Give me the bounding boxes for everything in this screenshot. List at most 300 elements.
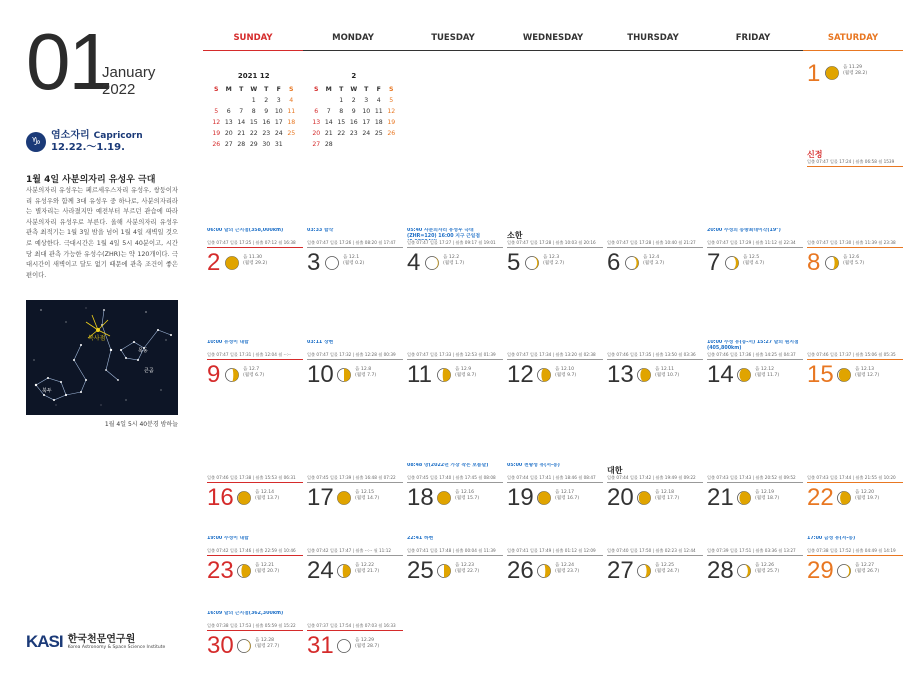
sky-chart-image	[26, 300, 178, 415]
lunar-day: 음 12.6	[843, 255, 860, 260]
mini-calendar-day: 5	[389, 97, 394, 104]
sky-label-2: 북두	[42, 388, 52, 394]
moon-phase-icon	[237, 564, 251, 578]
sun-moon-times: 일출 07:43 일몰 17:44 | 월출 21:55 월 10:20	[807, 475, 903, 483]
moon-wrap	[537, 490, 551, 509]
lunar-day: 음 11.30	[243, 255, 263, 260]
moon-phase-icon	[425, 256, 439, 270]
moon-age: (월령 28.7)	[355, 644, 380, 649]
day-cell	[807, 51, 903, 169]
weekday-tuesday: TUESDAY	[403, 33, 503, 51]
moon-age: (월령 11.7)	[755, 373, 780, 378]
mini-calendar-day: T	[264, 86, 269, 93]
moon-phase-icon	[337, 368, 351, 382]
event-text: 06:00 달의 근지점(358,000km)	[207, 228, 284, 233]
capricorn-icon: ♑	[26, 132, 46, 152]
event-text: 16:09 달의 근지점(362,300km)	[207, 611, 284, 616]
day-cell	[707, 278, 803, 390]
moon-wrap	[225, 255, 239, 274]
moon-age: (월령 1.7)	[443, 261, 465, 266]
mini-calendar-day: S	[314, 86, 319, 93]
mini-calendar-day: 17	[362, 119, 371, 126]
moon-phase-icon	[237, 491, 251, 505]
day-number: 18	[407, 484, 434, 511]
mini-calendar-next	[310, 72, 398, 150]
moon-phase-icon	[437, 564, 451, 578]
day-cell	[207, 278, 303, 390]
day-number: 26	[507, 557, 534, 584]
moon-wrap	[637, 367, 651, 386]
moon-age: (월령 27.7)	[255, 644, 280, 649]
moon-age: (월령 0.2)	[343, 261, 365, 266]
mini-calendar-day: 1	[251, 97, 256, 104]
sun-moon-times: 일출 07:46 일몰 17:37 | 월출 15:06 월 05:35	[807, 352, 903, 360]
sun-moon-times: 일출 07:38 일몰 17:53 | 월출 05:59 월 15:22	[207, 623, 303, 631]
moon-phase-icon	[737, 368, 751, 382]
day-number: 2	[207, 249, 221, 276]
moon-phase-icon	[337, 564, 351, 578]
mini-calendar-day: 11	[287, 108, 296, 115]
mini-calendar-day: 10	[362, 108, 371, 115]
lunar-date	[443, 255, 464, 267]
moon-phase-icon	[337, 491, 351, 505]
lunar-date	[455, 490, 479, 502]
mini-calendar-day	[373, 139, 386, 150]
mini-calendar-day: 23	[262, 130, 271, 137]
lunar-day: 음 12.2	[443, 255, 460, 260]
lunar-date	[255, 563, 279, 575]
mini-calendar-day: 22	[249, 130, 258, 137]
mini-calendar-day: 13	[224, 119, 233, 126]
mini-calendar-day: 27	[224, 141, 233, 148]
moon-wrap	[237, 563, 251, 582]
weekday-thursday: THURSDAY	[603, 33, 703, 51]
lunar-date	[843, 65, 867, 77]
day-cell	[607, 513, 703, 586]
lunar-day: 음 12.25	[655, 563, 675, 568]
mini-calendar-day: 21	[324, 130, 333, 137]
sun-moon-times: 일출 07:47 일몰 17:30 | 월출 11:39 월 23:38	[807, 240, 903, 248]
year-text: 2022	[102, 81, 136, 98]
mini-calendar-day: M	[325, 86, 332, 93]
day-cell	[507, 390, 603, 513]
day-cell	[207, 586, 303, 661]
moon-age: (월령 3.7)	[643, 261, 665, 266]
moon-wrap	[537, 563, 551, 582]
lunar-day: 음 12.23	[455, 563, 475, 568]
lunar-date	[355, 367, 376, 379]
mini-calendar-day: W	[350, 86, 358, 93]
mini-calendar-day: 19	[212, 130, 221, 137]
lunar-date	[343, 255, 364, 267]
mini-calendar-day: 22	[337, 130, 346, 137]
weekday-saturday: SATURDAY	[803, 33, 903, 51]
lunar-date	[843, 255, 864, 267]
mini-calendar-day: S	[289, 86, 294, 93]
moon-age: (월령 29.2)	[243, 261, 268, 266]
sun-moon-times: 일출 07:38 일몰 17:52 | 월출 04:49 월 14:19	[807, 548, 903, 556]
lunar-day: 음 12.22	[355, 563, 375, 568]
mini-calendar-day: 26	[212, 141, 221, 148]
weekday-wednesday: WEDNESDAY	[503, 33, 603, 51]
moon-wrap	[525, 255, 539, 274]
lunar-day: 음 12.19	[755, 490, 775, 495]
event-text: 10:00 수성 유(동-서) 15:27 달의 원지점(405,800km)	[707, 340, 799, 351]
day-cell	[507, 168, 603, 278]
lunar-day: 음 12.14	[255, 490, 275, 495]
sun-moon-times: 일출 07:44 일몰 17:42 | 월출 19:49 월 09:22	[607, 475, 703, 483]
mini-calendar-day: 8	[251, 108, 256, 115]
moon-age: (월령 10.7)	[655, 373, 680, 378]
day-number: 28	[707, 557, 734, 584]
moon-phase-icon	[737, 491, 751, 505]
moon-wrap	[825, 65, 839, 84]
day-cell	[407, 390, 503, 513]
mini-calendar-day: 4	[289, 97, 294, 104]
mini-calendar-day: 20	[312, 130, 321, 137]
day-number: 20	[607, 484, 634, 511]
day-number: 1	[807, 60, 821, 87]
lunar-date	[355, 638, 379, 650]
sun-moon-times: 일출 07:39 일몰 17:51 | 월출 03:36 월 13:27	[707, 548, 803, 556]
moon-phase-icon	[725, 256, 739, 270]
sky-label-3: 큰곰	[144, 368, 154, 374]
lunar-day: 음 12.9	[455, 367, 472, 372]
mini-calendar-row	[210, 95, 298, 106]
mini-calendar-day: T	[339, 86, 344, 93]
lunar-day: 음 12.3	[543, 255, 560, 260]
lunar-date	[255, 490, 279, 502]
moon-age: (월령 18.7)	[755, 496, 780, 501]
lunar-day: 음 12.8	[355, 367, 372, 372]
mini-calendar-day: 2	[264, 97, 269, 104]
mini-calendar-row	[210, 128, 298, 139]
mini-calendar-day	[348, 139, 361, 150]
mini-calendar-day: 18	[374, 119, 383, 126]
sun-moon-times: 일출 07:40 일몰 17:50 | 월출 02:23 월 12:44	[607, 548, 703, 556]
moon-phase-icon	[525, 256, 539, 270]
sun-moon-times: 일출 07:46 일몰 17:38 | 월출 15:53 월 06:31	[207, 475, 303, 483]
moon-age: (월령 9.7)	[555, 373, 577, 378]
sun-moon-times: 일출 07:43 일몰 17:43 | 월출 20:52 월 09:52	[707, 475, 803, 483]
mini-calendar-day	[323, 95, 336, 106]
moon-phase-icon	[437, 491, 451, 505]
event-text: 03:33 합삭	[307, 228, 334, 233]
lunar-day: 음 12.17	[555, 490, 575, 495]
day-cell	[807, 390, 903, 513]
lunar-day: 음 12.10	[555, 367, 575, 372]
mini-calendar-day: 7	[326, 108, 331, 115]
mini-calendar-day: 16	[349, 119, 358, 126]
moon-phase-icon	[625, 256, 639, 270]
mini-calendar-day: 20	[224, 130, 233, 137]
day-number: 5	[507, 249, 521, 276]
sun-moon-times: 일출 07:47 일몰 17:34 | 월출 13:20 월 02:38	[507, 352, 603, 360]
mini-calendar-row	[310, 106, 398, 117]
moon-wrap	[837, 367, 851, 386]
lunar-day: 음 12.4	[643, 255, 660, 260]
day-number: 13	[607, 361, 634, 388]
day-cell	[807, 513, 903, 586]
mini-calendar-day: 24	[274, 130, 283, 137]
mini-calendar-row	[310, 139, 398, 150]
mini-calendar-day	[223, 95, 236, 106]
mini-calendar-title: 2021 12	[237, 72, 270, 80]
mini-calendar-day: 16	[262, 119, 271, 126]
left-panel	[0, 0, 195, 675]
day-number: 7	[707, 249, 721, 276]
sky-chart-svg	[26, 300, 178, 415]
moon-wrap	[337, 367, 351, 386]
lunar-date	[355, 563, 379, 575]
moon-age: (월령 13.7)	[255, 496, 280, 501]
mini-calendar-day: 27	[312, 141, 321, 148]
mini-calendar-row	[310, 84, 398, 95]
day-cell	[707, 513, 803, 586]
lunar-day: 음 12.21	[255, 563, 275, 568]
event-text: 03:11 상현	[307, 340, 334, 345]
mini-calendar-row	[210, 84, 298, 95]
sun-moon-times: 일출 07:47 일몰 17:29 | 월출 11:12 월 22:34	[707, 240, 803, 248]
moon-wrap	[725, 255, 739, 274]
lunar-day: 음 12.13	[855, 367, 875, 372]
sun-moon-times: 일출 07:41 일몰 17:49 | 월출 01:12 월 12:09	[507, 548, 603, 556]
day-cell	[707, 390, 803, 513]
event-text: 05:00 천왕성 유(서-동)	[507, 463, 560, 468]
sun-moon-times: 일출 07:47 일몰 17:31 | 월출 12:04 월 --:--	[207, 352, 303, 360]
day-number: 11	[407, 361, 432, 388]
mini-calendar-day: 24	[362, 130, 371, 137]
lunar-date	[543, 255, 564, 267]
lunar-day: 음 12.26	[755, 563, 775, 568]
lunar-day: 음 11.29	[843, 65, 863, 70]
event-text: 20:00 수성의 동방최대이각(19°)	[707, 228, 781, 233]
mini-calendar-day: S	[214, 86, 219, 93]
moon-wrap	[437, 367, 451, 386]
lunar-day: 음 12.15	[355, 490, 375, 495]
day-number: 8	[807, 249, 821, 276]
day-cell	[307, 278, 403, 390]
mini-calendar-day: 26	[387, 130, 396, 137]
article-title: 1월 4일 사분의자리 유성우 극대	[26, 175, 156, 185]
lunar-day: 음 12.7	[243, 367, 260, 372]
mini-calendar-day: 9	[351, 108, 356, 115]
lunar-date	[555, 490, 579, 502]
moon-wrap	[637, 563, 651, 582]
day-number: 24	[307, 557, 334, 584]
moon-age: (월령 23.7)	[555, 569, 580, 574]
mini-calendar-day: 25	[374, 130, 383, 137]
moon-wrap	[737, 367, 751, 386]
lunar-day: 음 12.29	[355, 638, 375, 643]
day-cell	[407, 278, 503, 390]
moon-age: (월령 14.7)	[355, 496, 380, 501]
mini-calendar-day: 5	[214, 108, 219, 115]
moon-wrap	[237, 490, 251, 509]
mini-calendar-day: 15	[337, 119, 346, 126]
lunar-date	[755, 367, 779, 379]
logo-name: 한국천문연구원	[67, 633, 136, 645]
mini-calendar-day	[285, 139, 298, 150]
lunar-date	[655, 563, 679, 575]
mini-calendar-day	[210, 95, 223, 106]
mini-calendar-row	[210, 117, 298, 128]
moon-wrap	[237, 638, 251, 657]
moon-age: (월령 6.7)	[243, 373, 265, 378]
mini-calendar-day	[385, 139, 398, 150]
day-cell	[607, 278, 703, 390]
mini-calendar-day: 17	[274, 119, 283, 126]
moon-wrap	[537, 367, 551, 386]
holiday-label: 소한	[507, 231, 523, 240]
mini-calendar-row	[310, 117, 398, 128]
moon-phase-icon	[237, 639, 251, 653]
moon-age: (월령 7.7)	[355, 373, 377, 378]
mini-calendar-day: 3	[364, 97, 369, 104]
mini-calendar-day: 21	[237, 130, 246, 137]
holiday-label: 신정	[807, 150, 823, 159]
lunar-date	[555, 367, 576, 379]
mini-calendar-day: 31	[274, 141, 283, 148]
mini-calendar-day: 28	[324, 141, 333, 148]
lunar-date	[855, 367, 879, 379]
lunar-day: 음 12.18	[655, 490, 675, 495]
lunar-date	[355, 490, 379, 502]
moon-phase-icon	[825, 66, 839, 80]
moon-phase-icon	[337, 639, 351, 653]
mini-calendar-day	[235, 95, 248, 106]
mini-calendar-row	[310, 128, 398, 139]
moon-phase-icon	[225, 256, 239, 270]
sun-moon-times: 일출 07:47 일몰 17:24 | 월출 06:58 월 1539	[807, 159, 903, 167]
moon-wrap	[437, 490, 451, 509]
sun-moon-times: 일출 07:47 일몰 17:28 | 월출 10:40 월 21:27	[607, 240, 703, 248]
sun-moon-times: 일출 07:42 일몰 17:47 | 월출 --:-- 월 11:12	[307, 548, 403, 556]
day-number: 19	[507, 484, 534, 511]
event-text: 22:41 하현	[407, 536, 434, 541]
sun-moon-times: 일출 07:45 일몰 17:40 | 월출 17:45 월 08:08	[407, 475, 503, 483]
logo-sub: Korea Astronomy & Space Science Institute	[67, 644, 166, 650]
day-number: 23	[207, 557, 234, 584]
moon-age: (월령 12.7)	[855, 373, 880, 378]
lunar-date	[255, 638, 279, 650]
mini-calendar-day: 2	[351, 97, 356, 104]
day-number: 27	[607, 557, 634, 584]
sun-moon-times: 일출 07:41 일몰 17:48 | 월출 00:04 월 11:39	[407, 548, 503, 556]
month-name-text: January	[102, 64, 156, 81]
day-number: 14	[707, 361, 734, 388]
sun-moon-times: 일출 07:47 일몰 17:27 | 월출 09:17 월 19:01	[407, 240, 503, 248]
lunar-date	[455, 563, 479, 575]
moon-wrap	[337, 638, 351, 657]
moon-age: (월령 28.2)	[843, 71, 868, 76]
moon-wrap	[225, 367, 239, 386]
mini-calendar-prev	[210, 72, 298, 150]
mini-calendar-day: 29	[249, 141, 258, 148]
moon-phase-icon	[637, 368, 651, 382]
lunar-date	[755, 490, 779, 502]
weekday-header	[203, 33, 903, 51]
lunar-day: 음 12.20	[855, 490, 875, 495]
lunar-day: 음 12.12	[755, 367, 775, 372]
sun-moon-times: 일출 07:47 일몰 17:26 | 월출 08:20 월 17:47	[307, 240, 403, 248]
lunar-date	[755, 563, 779, 575]
day-cell	[207, 513, 303, 586]
day-cell	[607, 168, 703, 278]
moon-age: (월령 8.7)	[455, 373, 477, 378]
weekday-friday: FRIDAY	[703, 33, 803, 51]
moon-phase-icon	[537, 491, 551, 505]
moon-wrap	[437, 563, 451, 582]
mini-calendar-day	[310, 95, 323, 106]
lunar-date	[855, 490, 879, 502]
day-number: 6	[607, 249, 621, 276]
mini-calendar-day: T	[239, 86, 244, 93]
moon-phase-icon	[837, 564, 851, 578]
zodiac-name: 염소자리	[51, 130, 90, 141]
moon-phase-icon	[437, 368, 451, 382]
moon-phase-icon	[225, 368, 239, 382]
lunar-day: 음 12.27	[855, 563, 875, 568]
mini-calendar-row	[210, 106, 298, 117]
sky-label-1: 목동	[138, 348, 148, 354]
mini-calendar-day: 23	[349, 130, 358, 137]
day-cell	[307, 168, 403, 278]
day-number: 15	[807, 361, 834, 388]
mini-calendar-day: 10	[274, 108, 283, 115]
moon-age: (월령 24.7)	[655, 569, 680, 574]
mini-calendar-day: 8	[339, 108, 344, 115]
moon-phase-icon	[837, 368, 851, 382]
moon-phase-icon	[825, 256, 839, 270]
sun-moon-times: 일출 07:47 일몰 17:25 | 월출 07:12 월 16:38	[207, 240, 303, 248]
mini-calendar-day: 4	[376, 97, 381, 104]
moon-phase-icon	[637, 564, 651, 578]
mini-calendar-day: 19	[387, 119, 396, 126]
moon-age: (월령 2.7)	[543, 261, 565, 266]
sun-moon-times: 일출 07:47 일몰 17:32 | 월출 12:28 월 00:39	[307, 352, 403, 360]
month-number: 01	[26, 17, 111, 106]
moon-phase-icon	[837, 491, 851, 505]
moon-phase-icon	[537, 564, 551, 578]
lunar-date	[855, 563, 879, 575]
moon-age: (월령 16.7)	[555, 496, 580, 501]
lunar-date	[743, 255, 764, 267]
day-cell	[507, 513, 603, 586]
sun-moon-times: 일출 07:37 일몰 17:54 | 월출 07:03 월 16:33	[307, 623, 403, 631]
zodiac-block	[26, 130, 143, 154]
moon-wrap	[625, 255, 639, 274]
moon-phase-icon	[325, 256, 339, 270]
mini-calendar-day	[360, 139, 373, 150]
moon-wrap	[337, 490, 351, 509]
mini-calendar-day: 15	[249, 119, 258, 126]
day-number: 10	[307, 361, 334, 388]
zodiac-range: 12.22.～1.19.	[51, 142, 125, 153]
moon-age: (월령 15.7)	[455, 496, 480, 501]
moon-wrap	[825, 255, 839, 274]
day-cell	[707, 168, 803, 278]
day-number: 9	[207, 361, 221, 388]
lunar-day: 음 12.28	[255, 638, 275, 643]
mini-calendar-day: 6	[226, 108, 231, 115]
day-number: 30	[207, 632, 234, 659]
moon-wrap	[337, 563, 351, 582]
day-cell	[407, 513, 503, 586]
mini-calendar-day: 3	[276, 97, 281, 104]
mini-calendar-day	[335, 139, 348, 150]
mini-calendar-day: 18	[287, 119, 296, 126]
